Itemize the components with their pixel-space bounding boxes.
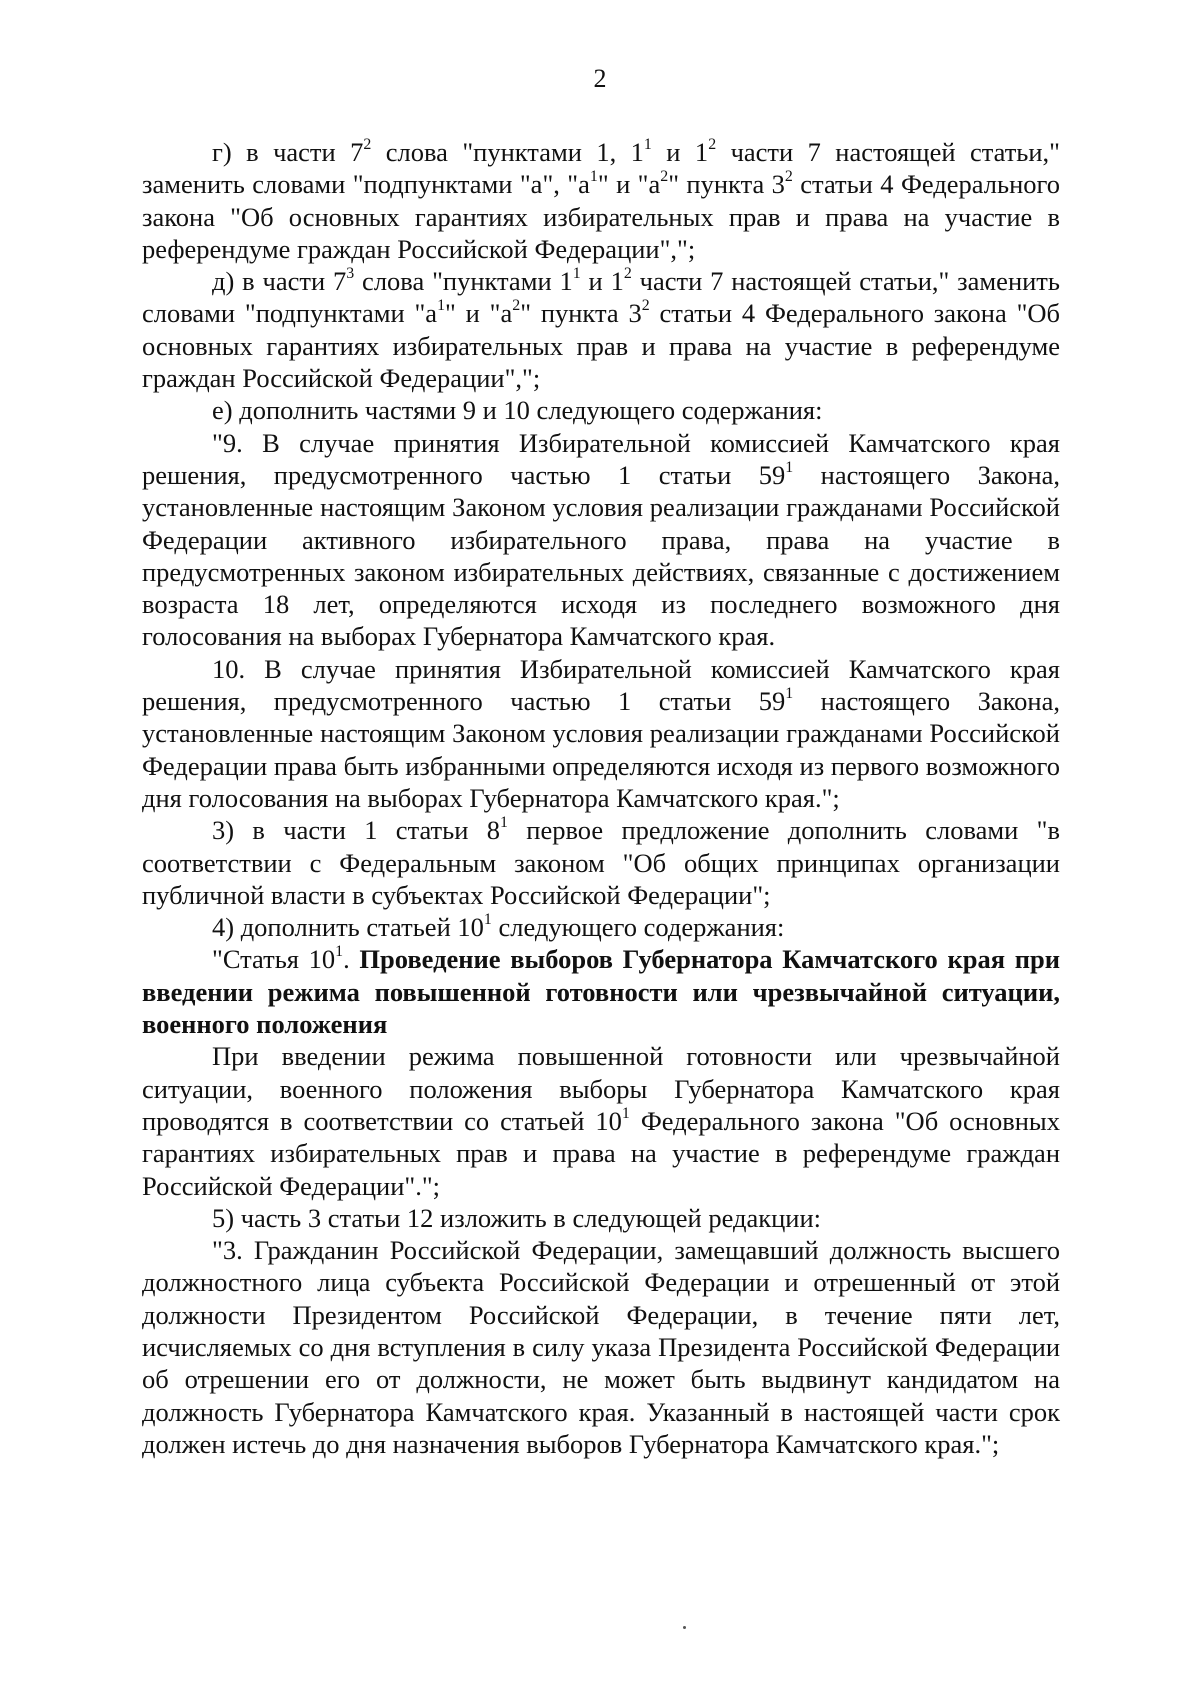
paragraph-part-10	[142, 653, 1060, 814]
paragraph-part-9	[142, 427, 1060, 653]
superscript: 2	[784, 168, 793, 186]
text-run: 10. В случае принятия Избирательной комиссией Камчатского края решения, предусмотренного частью 1 статьи 59	[142, 653, 1060, 717]
scan-speck	[683, 1626, 686, 1629]
bold-text: Проведение выборов Губернатора Камчатского края при введении режима повышенной готовности или чрезвычайной ситуации, военного положения	[142, 944, 1060, 1040]
document-body	[142, 136, 1060, 1460]
superscript: 1	[483, 911, 492, 929]
superscript: 2	[708, 136, 717, 154]
text-run: " и "а	[597, 169, 661, 200]
paragraph-item-5	[142, 1202, 1060, 1234]
text-run: "3. Гражданин Российской Федерации, замещавший должность высшего должностного лица субъекта Российской Федерации и отрешенный от этой должности Президентом Российской Федерации, в течение пяти лет, исчисляемых со дня вступления в силу указа Президента Российской Федерации об отрешении его от должности, не может быть выдвинут кандидатом на должность Губернатора Камчатского края. Указанный в настоящей части срок должен истечь до дня назначения выборов Губернатора Камчатского края.";	[142, 1235, 1060, 1459]
text-run: Федерального закона "Об основных гарантиях избирательных прав и права на участие в референдуме граждан Российской Федерации".";	[142, 1105, 1060, 1201]
text-run: д) в части 7	[212, 266, 347, 297]
superscript: 1	[499, 814, 508, 832]
text-run: настоящего Закона, установленные настоящим Законом условия реализации гражданами Российской Федерации права быть избранными определяются исходя из первого возможного дня голосования на выборах Губернатора Камчатского края.";	[142, 686, 1060, 813]
superscript: 2	[512, 297, 521, 315]
text-run: е) дополнить частями 9 и 10 следующего содержания:	[212, 395, 823, 426]
text-run: настоящего Закона, установленные настоящим Законом условия реализации гражданами Российской Федерации активного избирательного права, права на участие в предусмотренных законом избирательных действиях, связанные с достижением возраста 18 лет, определяются исходя из последнего возможного дня голосования на выборах Губернатора Камчатского края.	[142, 459, 1060, 652]
text-run: первое предложение дополнить словами "в соответствии с Федеральным законом "Об общих принципах организации публичной власти в субъектах Российской Федерации";	[142, 815, 1060, 910]
text-run: 4) дополнить статьей 10	[212, 912, 484, 943]
paragraph-part-3	[142, 1234, 1060, 1460]
text-run: 3) в части 1 статьи 8	[212, 815, 500, 846]
superscript: 2	[641, 297, 650, 315]
text-run: и 1	[651, 137, 709, 167]
superscript: 2	[623, 265, 632, 283]
superscript: 3	[346, 265, 355, 283]
text-run: г) в части 7	[212, 137, 364, 167]
page-number: 2	[593, 64, 607, 93]
text-run: " пункта 3	[520, 298, 642, 329]
superscript: 1	[335, 943, 344, 961]
text-run: следующего содержания:	[491, 912, 785, 943]
article-10-1-heading	[142, 943, 1060, 1040]
paragraph-amend-d	[142, 265, 1060, 394]
text-run: .	[343, 944, 360, 975]
superscript: 2	[660, 168, 669, 186]
text-run: части 7 настоящей статьи," заменить словами "подпунктами "а	[142, 266, 1060, 329]
text-run: "9. В случае принятия Избирательной комиссией Камчатского края решения, предусмотренного частью 1 статьи 59	[142, 427, 1060, 490]
text-run: слова "пунктами 1	[354, 266, 573, 297]
text-run: При введении режима повышенной готовности или чрезвычайной ситуации, военного положения выборы Губернатора Камчатского края проводятся в соответствии со статьей 10	[142, 1041, 1060, 1136]
text-run: статьи 4 Федерального закона "Об основных гарантиях избирательных прав и права на участие в референдуме граждан Российской Федерации",";	[142, 169, 1060, 264]
text-run: " пункта 3	[668, 169, 785, 200]
paragraph-amend-g	[142, 136, 1060, 265]
text-run: " и "а	[445, 298, 513, 329]
superscript: 1	[589, 168, 598, 186]
superscript: 1	[572, 265, 581, 283]
paragraph-item-4	[142, 911, 1060, 943]
superscript: 2	[363, 136, 372, 154]
superscript: 1	[643, 136, 652, 154]
text-run: 5) часть 3 статьи 12 изложить в следующей редакции:	[212, 1202, 822, 1233]
paragraph-item-3	[142, 814, 1060, 911]
superscript: 1	[785, 459, 794, 477]
text-run: "Статья 10	[212, 944, 336, 975]
text-run: части 7 настоящей статьи," заменить словами "подпунктами "а", "а	[142, 137, 1060, 200]
paragraph-amend-e	[142, 394, 1060, 426]
text-run: и 1	[580, 266, 624, 297]
text-run: статьи 4 Федерального закона "Об основных гарантиях избирательных прав и права на участие в референдуме граждан Российской Федерации",";	[142, 298, 1061, 394]
paragraph-article-10-1-text	[142, 1040, 1060, 1201]
text-run: слова "пунктами 1, 1	[371, 137, 644, 167]
superscript: 1	[785, 685, 794, 703]
superscript: 1	[621, 1104, 630, 1122]
superscript: 1	[437, 297, 446, 315]
